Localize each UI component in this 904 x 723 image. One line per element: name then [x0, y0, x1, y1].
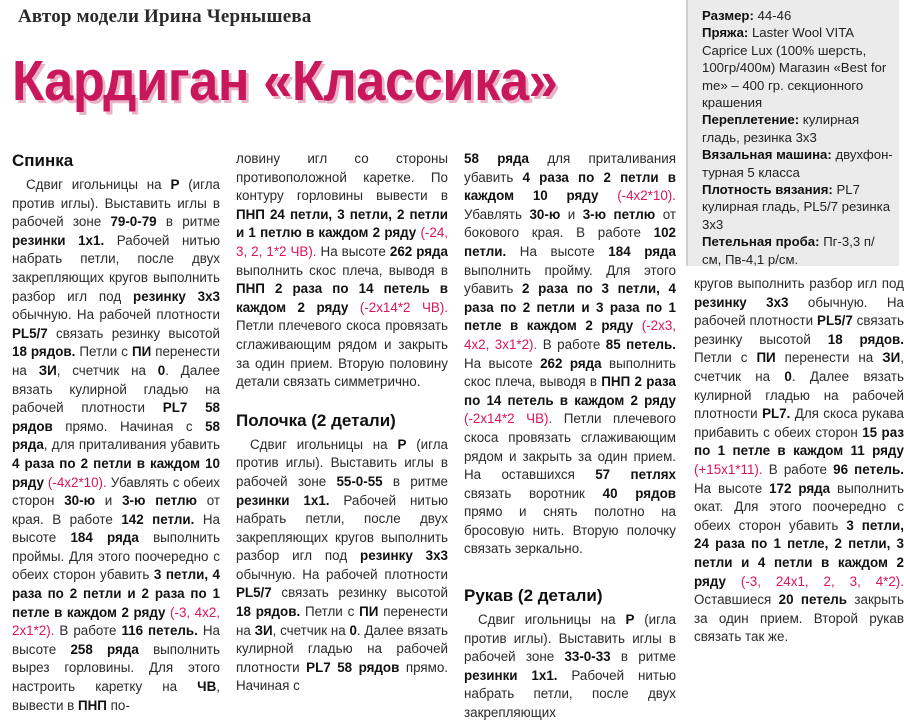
text: Петли с: [300, 604, 360, 620]
formula-text: (-2х14*2 ЧВ).: [464, 411, 553, 427]
bold-text: 258 ряда: [70, 641, 139, 657]
text: Рабочей нитью набрать петли, после двух закрепляющих: [464, 667, 676, 721]
text: , для приталивания убавить: [43, 437, 220, 453]
sleeve-paragraph: [464, 611, 676, 723]
text: выполнить окат. Для этого поочередно с обеих сторон убавить: [694, 480, 904, 533]
section-heading-back: Спинка: [12, 151, 74, 170]
text: Петли с: [75, 344, 132, 360]
spec-value: PL7 кулирная гладь, PL5/7 резинка 3х3: [702, 182, 891, 232]
bold-text: резинку 3х3: [133, 288, 220, 304]
column-4: [694, 275, 904, 647]
text: перенести на: [12, 344, 220, 378]
text: Рабочей нитью набрать петли, после двух закрепляющих кругов выполнить разбор игл под: [236, 492, 448, 564]
text: На высоте: [506, 243, 609, 259]
text: в ритме: [382, 473, 448, 489]
text: ловину игл со стороны противоположной каретке. По контуру горловины вывести в: [236, 151, 448, 204]
text: выполнить скос плеча, выводя в: [236, 262, 448, 278]
spec-gauge: [702, 233, 893, 268]
text: прямо. Начиная с: [236, 659, 448, 694]
back-paragraph: [12, 176, 220, 715]
bold-text: Р: [170, 177, 180, 192]
spec-yarn: [702, 24, 893, 111]
formula-text: (-4х2*10).: [598, 188, 676, 204]
bold-text: 3-ю петлю: [582, 206, 656, 222]
bold-text: 18 рядов.: [236, 604, 301, 620]
bold-text: 18 рядов.: [827, 331, 904, 347]
text: На высоте: [316, 243, 390, 259]
bold-text: 58 ряда: [12, 418, 220, 453]
bold-text: 33-0-33: [564, 649, 611, 665]
bold-text: ПИ: [756, 350, 776, 366]
text: , счетчик на: [56, 362, 158, 378]
front-paragraph: [236, 436, 448, 696]
bold-text: 0: [784, 368, 792, 384]
bold-text: Р: [625, 612, 635, 628]
spec-value: двухфон-турная 5 класса: [702, 147, 893, 180]
bold-text: ЧВ: [197, 679, 217, 695]
bold-text: 30-ю: [529, 206, 561, 222]
text: (игла против иглы). Выставить иглы в рабочей зоне: [12, 177, 220, 230]
text: связать резинку высотой: [47, 325, 220, 341]
text: . Далее вязать кулирной гладью на рабочей плотности: [236, 622, 448, 675]
text: . Далее вязать кулирной гладью на рабочей плотности: [12, 362, 220, 416]
bold-text: 0: [157, 362, 166, 378]
specs-box: [688, 0, 899, 266]
column-1: [12, 150, 220, 715]
text: На высоте: [12, 511, 220, 546]
text: (игла против иглы). Выставить иглы в рабочей зоне: [464, 612, 676, 665]
text: выполнить вырез горловины. Для этого настроить каретку на: [12, 641, 221, 695]
text: На высоте: [694, 480, 770, 496]
bold-text: 102 петли.: [464, 225, 676, 259]
bold-text: 30-ю: [64, 493, 96, 509]
text: и: [560, 206, 583, 222]
spec-size: [702, 7, 893, 24]
bold-text: 2 раза по 3 петли, 4 раза по 2 петли и 3 раза по 1 петле в каждом 2 ряду: [464, 281, 676, 334]
formula-text: (-3, 4х2, 2х1*2).: [12, 604, 220, 639]
spec-weave: [702, 111, 893, 146]
bold-text: 172 ряда: [769, 480, 831, 496]
bold-text: ЗИ: [38, 362, 57, 378]
formula-text: (-4х2*10).: [43, 474, 107, 490]
text: прямо и снять полотно на бросовую нить. Вторую полочку связать зеркально.: [464, 504, 676, 557]
text: Сдвиг игольницы на: [478, 612, 626, 628]
text: Петли плечевого скоса провязать сглаживающим рядом и закрыть за один прием. Вторую половину детали связать симметрично.: [236, 318, 448, 390]
spec-density: [702, 181, 893, 233]
text: . Далее вязать кулирной гладью на рабочей плотности: [694, 368, 904, 422]
text: от бокового края. В работе: [464, 206, 676, 241]
bold-text: резинку 3х3: [360, 548, 448, 564]
back-continued-paragraph: [236, 150, 448, 392]
bold-text: Р: [397, 436, 407, 452]
spec-value: 44-46: [753, 8, 792, 23]
bold-text: 58 ряда: [464, 151, 529, 166]
text: В работе: [54, 623, 122, 639]
bold-text: 116 петель.: [121, 623, 198, 639]
bold-text: 3-ю петлю: [122, 493, 197, 509]
text: связать воротник: [464, 485, 603, 501]
text: прямо. Начиная с: [52, 418, 206, 434]
text: связать резинку высотой: [271, 585, 448, 601]
bold-text: 96 петель.: [833, 461, 904, 477]
text: кругов выполнить разбор игл под: [694, 276, 904, 291]
bold-text: резинки 1х1.: [236, 492, 330, 508]
bold-text: 3 петли, 4 раза по 2 петли и 2 раза по 1 петле в каждом 2 ряду: [12, 567, 220, 620]
bold-text: 85 петель.: [605, 336, 676, 352]
bold-text: 20 петель: [778, 592, 847, 608]
bold-text: ПНП 2 раза по 14 петель в каждом 2 ряду: [236, 281, 448, 315]
text: перенести на: [775, 350, 883, 366]
spec-value: кулирная гладь, резинка 3х3: [702, 112, 860, 145]
text: Петли плечевого скоса провязать сглаживающим рядом и закрыть за один прием. На оставшихся: [464, 411, 676, 483]
text: Убавлять: [464, 206, 530, 222]
bold-text: ЗИ: [254, 622, 273, 638]
spec-label: Плотность вязания:: [702, 182, 833, 198]
text: выполнить пройму. Для этого убавить: [464, 262, 676, 297]
bold-text: 18 рядов.: [12, 344, 76, 360]
text: по-: [106, 697, 130, 713]
bold-text: 4 раза по 2 петли в каждом 10 ряду: [12, 455, 220, 490]
spec-label: Петельная проба:: [702, 234, 820, 250]
text: На высоте: [12, 623, 220, 657]
bold-text: PL7 58 рядов: [306, 659, 400, 675]
spec-machine: [702, 146, 893, 181]
section-heading-sleeve: Рукав (2 детали): [464, 586, 603, 606]
section-heading-front: Полочка (2 детали): [236, 410, 396, 430]
bold-text: ЗИ: [882, 350, 901, 366]
bold-text: резинки 1х1.: [464, 667, 558, 683]
column-3: [464, 150, 676, 723]
formula-text: (-3, 24х1, 2, 3, 4*2).: [725, 573, 904, 589]
text: обычную. На рабочей плотности: [236, 566, 448, 582]
text: , вывести в: [12, 679, 220, 713]
text: выполнить проймы. Для этого поочередно с обеих сторон убавить: [12, 530, 221, 583]
text: Убавлять с обеих сторон: [12, 474, 221, 509]
text: Оставшиеся: [694, 592, 779, 608]
bold-text: PL5/7: [236, 585, 272, 601]
spec-value: Laster Wool VITA Caprice Lux (100% шерсть, 100гр/400м) Магазин «Best for me» – 400 гр. секционного крашения: [702, 25, 887, 111]
text: перенести на: [236, 604, 448, 638]
text: от края. В работе: [12, 493, 221, 527]
bold-text: 4 раза по 2 петли в каждом 10 ряду: [464, 169, 676, 204]
text: , счетчик на: [694, 350, 904, 384]
bold-text: 55-0-55: [336, 473, 383, 489]
bold-text: PL7 58 рядов: [12, 400, 220, 434]
bold-text: ПИ: [131, 344, 152, 360]
bold-text: ПНП: [78, 697, 107, 713]
bold-text: 142 петли.: [121, 511, 195, 527]
spec-label: Пряжа:: [702, 25, 749, 41]
text: В работе: [537, 336, 606, 352]
text: Сдвиг игольницы на: [26, 177, 171, 192]
text: обычную. На рабочей плотности: [12, 307, 220, 323]
bold-text: 262 ряда: [389, 243, 448, 259]
sleeve-continued-paragraph: [694, 275, 904, 647]
bold-text: 40 рядов: [602, 485, 676, 501]
bold-text: ПНП 24 петли, 3 петли, 2 петли и 1 петлю в каждом 2 ряду: [236, 206, 448, 241]
page-title: Кардиган «Классика»: [12, 49, 558, 113]
formula-text: (+15х1*11).: [694, 461, 763, 477]
bold-text: 0: [349, 622, 357, 638]
bold-text: 79-0-79: [110, 214, 157, 230]
bold-text: 3 петли, 24 раза по 1 петле, 2 петли, 3 петли и 4 петли в каждом 2 ряду: [694, 517, 904, 589]
formula-text: (-24, 3, 2, 1*2 ЧВ).: [236, 225, 448, 259]
bold-text: PL7.: [762, 406, 791, 422]
author-line: Автор модели Ирина Чернышева: [18, 6, 312, 27]
bold-text: 57 петлях: [595, 467, 676, 483]
text: Рабочей нитью набрать петли, после двух закрепляющих кругов выполнить разбор игл под: [12, 232, 220, 304]
spec-label: Вязальная машина:: [702, 147, 832, 163]
text: Для скоса рукава прибавить с обеих сторон: [694, 406, 904, 440]
text: обычную. На рабочей плотности: [694, 294, 904, 329]
text: для приталивания убавить: [464, 151, 676, 185]
text: выполнить скос плеча, выводя в: [464, 355, 676, 390]
bold-text: 15 раз по 1 петле в каждом 11 ряду: [694, 424, 904, 459]
bold-text: резинки 1х1.: [12, 232, 105, 248]
text: На высоте: [464, 355, 541, 371]
text: Сдвиг игольницы на: [250, 436, 398, 452]
text: в ритме: [610, 649, 676, 665]
column-2: [236, 150, 448, 696]
text: связать резинку высотой: [694, 313, 904, 347]
text: В работе: [762, 461, 834, 477]
bold-text: PL5/7: [12, 325, 48, 341]
formula-text: (-2х3, 4х2, 3х1*2).: [464, 318, 676, 352]
spec-label: Переплетение:: [702, 112, 800, 128]
text: и: [95, 493, 123, 509]
spec-label: Размер:: [702, 8, 754, 23]
text: , счетчик на: [272, 622, 350, 638]
front-continued-paragraph: [464, 150, 676, 559]
text: в ритме: [156, 214, 220, 230]
text: закрыть за один прием. Второй рукав связать так же.: [694, 592, 904, 645]
bold-text: PL5/7: [817, 313, 853, 329]
bold-text: 184 ряда: [70, 530, 139, 546]
spec-value: Пг-3,3 п/см, Пв-4,1 р/см.: [702, 234, 875, 267]
bold-text: 184 ряда: [608, 243, 677, 259]
bold-text: 262 ряда: [540, 355, 602, 371]
bold-text: ПНП 2 раза по 14 петель в каждом 2 ряду: [464, 374, 676, 408]
text: (игла против иглы). Выставить иглы в рабочей зоне: [236, 436, 448, 489]
bold-text: резинку 3х3: [694, 294, 789, 310]
text: Петли с: [694, 350, 757, 366]
formula-text: (-2х14*2 ЧВ).: [348, 299, 448, 315]
bold-text: ПИ: [359, 604, 379, 620]
